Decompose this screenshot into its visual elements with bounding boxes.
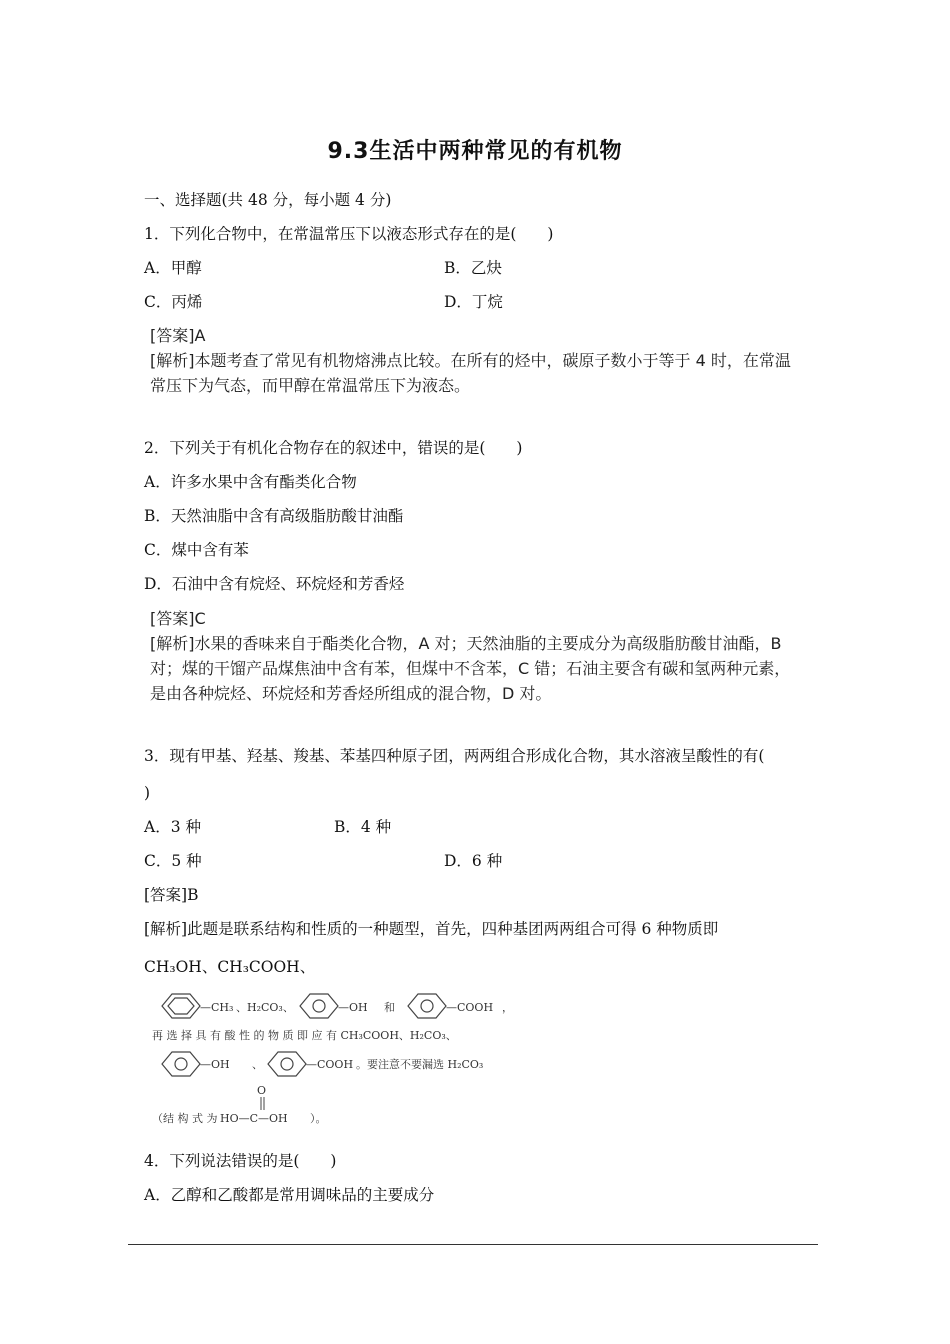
- r1-oh: —OH: [338, 1001, 368, 1014]
- q1-option-a: A．甲醇: [144, 259, 202, 277]
- q2-analysis-line3: 是由各种烷烃、环烷烃和芳香烃所组成的混合物，D 对。: [150, 684, 552, 703]
- q3-option-b: B．4 种: [334, 818, 392, 836]
- q4-stem: 4．下列说法错误的是( ): [144, 1152, 337, 1170]
- r3-note: 。要注意不要漏选 H₂CO₃: [356, 1058, 484, 1071]
- r2-text: 再 选 择 具 有 酸 性 的 物 质 即 应 有 CH₃COOH、H₂CO₃、: [152, 1029, 457, 1042]
- chemical-structures-figure: [150, 988, 520, 1128]
- q3-option-c: C．5 种: [144, 852, 202, 870]
- r4-prefix: （结 构 式 为: [152, 1112, 218, 1125]
- q1-analysis-line1: [解析]本题考查了常见有机物熔沸点比较。在所有的烃中，碳原子数小于等于 4 时，在常温: [150, 351, 791, 370]
- q1-stem: 1．下列化合物中，在常温常压下以液态形式存在的是( ): [144, 225, 554, 243]
- phenol-ring-icon-2: [162, 1052, 200, 1076]
- q3-stem-line2: ): [144, 784, 151, 802]
- q2-option-b: B．天然油脂中含有高级脂肪酸甘油酯: [144, 507, 404, 525]
- r4-suffix: ）。: [310, 1112, 327, 1125]
- q3-option-a: A．3 种: [144, 818, 201, 836]
- q4-option-a: A．乙醇和乙酸都是常用调味品的主要成分: [144, 1186, 435, 1204]
- q2-stem: 2．下列关于有机化合物存在的叙述中，错误的是( ): [144, 439, 523, 457]
- benzene-ring-icon: [162, 994, 200, 1018]
- benzoic-ring-icon: [408, 994, 446, 1018]
- q3-answer: [答案]B: [144, 886, 199, 904]
- section-heading: 一、选择题(共 48 分，每小题 4 分): [144, 191, 392, 209]
- r3-sep: 、: [252, 1058, 263, 1071]
- r4-formula: HO—C—OH: [220, 1112, 288, 1125]
- benzoic-ring-icon-2: [268, 1052, 306, 1076]
- q2-option-a: A．许多水果中含有酯类化合物: [144, 473, 357, 491]
- q1-option-b: B．乙炔: [444, 259, 502, 277]
- r1-end: ，: [502, 1001, 513, 1014]
- r1-ch3: —CH₃: [200, 1001, 234, 1014]
- q1-option-d: D．丁烷: [444, 293, 503, 311]
- q3-formula-line: CH₃OH、CH₃COOH、: [144, 958, 316, 976]
- q2-analysis-line2: 对；煤的干馏产品煤焦油中含有苯，但煤中不含苯，C 错；石油主要含有碳和氢两种元素，: [150, 659, 791, 678]
- r3-cooh: —COOH: [306, 1058, 354, 1071]
- q2-analysis-line1: [解析]水果的香味来自于酯类化合物，A 对；天然油脂的主要成分为高级脂肪酸甘油酯，B: [150, 634, 782, 653]
- q3-stem-line1: 3．现有甲基、羟基、羧基、苯基四种原子团，两两组合形成化合物，其水溶液呈酸性的有(: [144, 747, 765, 765]
- r1-cooh: —COOH: [446, 1001, 494, 1014]
- phenol-ring-icon: [300, 994, 338, 1018]
- q2-answer: [答案]C: [150, 609, 206, 628]
- q2-option-c: C．煤中含有苯: [144, 541, 249, 559]
- q1-option-c: C．丙烯: [144, 293, 203, 311]
- q2-option-d: D．石油中含有烷烃、环烷烃和芳香烃: [144, 575, 405, 593]
- r1-and: 和: [384, 1001, 395, 1014]
- r1-h2co3: 、H₂CO₃、: [236, 1001, 294, 1014]
- footer-divider: [128, 1244, 818, 1245]
- page-title: 9.3生活中两种常见的有机物: [327, 139, 623, 164]
- q3-option-d: D．6 种: [444, 852, 503, 870]
- q3-analysis: [解析]此题是联系结构和性质的一种题型，首先，四种基团两两组合可得 6 种物质即: [144, 920, 719, 938]
- r4-oxygen: O: [257, 1084, 267, 1097]
- r3-oh: —OH: [200, 1058, 230, 1071]
- q1-analysis-line2: 常压下为气态，而甲醇在常温常压下为液态。: [150, 376, 471, 395]
- q1-answer: [答案]A: [150, 326, 206, 345]
